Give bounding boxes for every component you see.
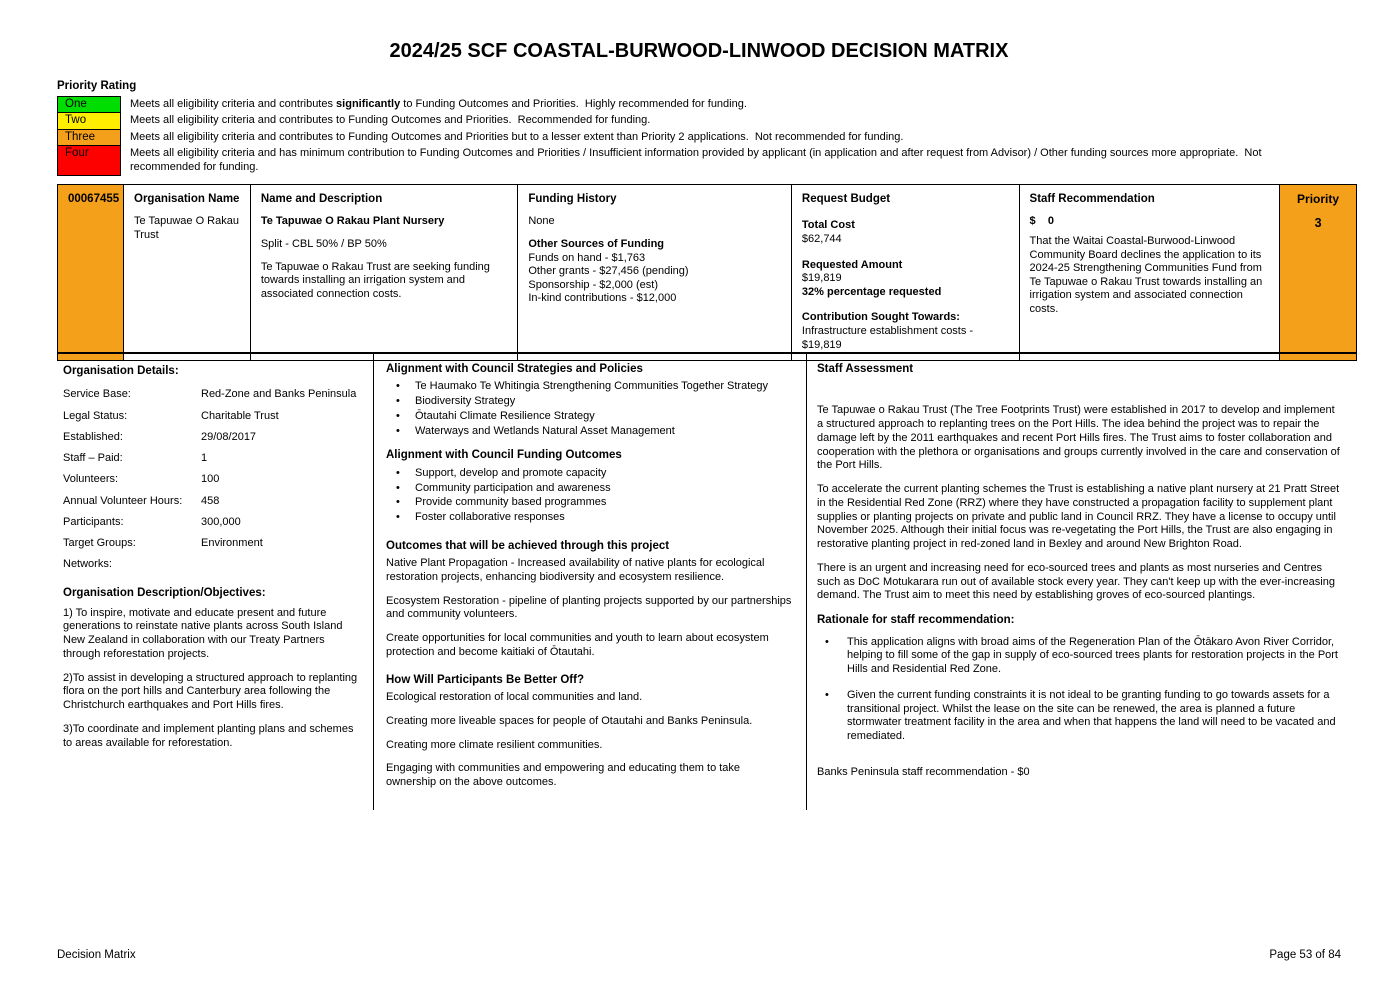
detail-label: Established: [63,430,123,443]
participants-paragraph: Creating more liveable spaces for people of Otautahi and Banks Peninsula. [386,714,753,727]
rationale-text: Given the current funding constraints it is not ideal to be granting funding to go towards assets for a transitional project. Whilst the lease on the site can be renewed, the area is planned a future stormwater treatment facility in the area and when that happens the land will need to be vacated and remediated. [847,688,1336,742]
bullet-icon: • [396,481,400,494]
rationale-bullet [817,689,1341,744]
bullet-icon: • [825,688,829,701]
organisation-details-column [57,354,373,810]
outcome-text: Foster collaborative responses [415,511,565,523]
priority-cell [1279,185,1356,360]
priority-rating-swatch: Two [57,112,121,129]
detail-label: Service Base: [63,388,131,401]
detail-value: 300,000 [201,515,241,528]
funding-history-value: None [528,215,555,228]
rating-text-pre: Meets all eligibility criteria and contributes to Funding Outcomes and Priorities. Recommended for funding. [130,114,651,127]
spacer [817,386,1341,404]
project-outcome-paragraph: Native Plant Propagation - Increased availability of native plants for ecological restoration projects, enhancing biodiversity and ecosystem resilience. [386,557,765,583]
name-description-header: Name and Description [260,193,383,205]
rating-text-pre: Meets all eligibility criteria and contributes [130,98,337,110]
bullet-icon: • [396,511,400,523]
bullet-icon: • [396,380,400,393]
outcome-bullet [386,482,792,496]
strategy-text: Ōtautahi Climate Resilience Strategy [415,409,595,422]
detail-label: Target Groups: [63,537,136,550]
priority-value: 3 [1314,215,1322,230]
funding-outcomes-header: Alignment with Council Funding Outcomes [386,449,622,462]
project-outcomes-header: Outcomes that will be achieved through this project [386,539,670,552]
priority-rating-row [57,129,1341,146]
contribution-label: Contribution Sought Towards: [801,311,960,324]
organisation-detail-row [63,388,361,402]
project-outcome-paragraph: Ecosystem Restoration - pipeline of planting projects supported by our partnerships and community volunteers. [386,594,792,621]
funding-split: Split - CBL 50% / BP 50% [260,237,387,250]
detail-label: Volunteers: [63,473,119,486]
request-budget-header: Request Budget [801,193,891,205]
outcome-text: Community participation and awareness [415,481,611,494]
detail-value: 458 [201,494,220,507]
project-outcomes-paragraphs [386,557,792,660]
description-paragraph: 3)To coordinate and implement planting plans and schemes to areas available for reforestation. [63,722,354,749]
rating-text-bold: significantly [336,98,401,110]
staff-recommendation-cell [1019,185,1280,360]
detail-label: Annual Volunteer Hours: [63,494,183,507]
priority-rating-swatch: Three [57,129,121,146]
participants-paragraph: Ecological restoration of local communities and land. [386,691,643,703]
detail-label: Participants: [63,515,124,528]
contribution-value: Infrastructure establishment costs - $19,819 [801,325,974,351]
assessment-paragraph: Te Tapuwae o Rakau Trust (The Tree Footprints Trust) were established in 2017 to develop and implement a structured approach to replanting trees on the Port Hills. The idea behind the project was to repair the damage left by the 2011 earthquakes and recent Port Hills fires. The Trust aims to foster collaboration and cooperation with the plethora or organisations and groups currently involved in the care and conservation of the Port Hills. [817,404,1340,472]
detail-label: Networks: [63,558,112,571]
priority-rating-description [121,112,1306,129]
rating-text-pre: Meets all eligibility criteria and contributes to Funding Outcomes and Priorities but to a lesser extent than Priority 2 applications. Not recommended for funding. [130,130,904,143]
bp-recommendation: Banks Peninsula staff recommendation - $0 [817,765,1030,778]
priority-rating-row [57,145,1341,177]
strategies-list [386,380,792,438]
priority-rating-swatch: Four [57,145,121,177]
detail-label: Staff – Paid: [63,452,123,465]
other-source-line: Other grants - $27,456 (pending) [528,265,689,278]
participants-paragraphs [386,691,792,790]
organisation-detail-row [63,473,361,487]
request-budget-cell [791,185,1019,360]
staff-recommendation-header: Staff Recommendation [1029,193,1155,205]
organisation-description-paragraphs [63,607,361,751]
detail-value: 29/08/2017 [201,430,257,443]
requested-amount-value: $19,819 [801,272,842,285]
strategies-header: Alignment with Council Strategies and Policies [386,363,643,375]
organisation-detail-row [63,410,361,424]
organisation-detail-row [63,495,361,509]
strategy-text: Te Haumako Te Whitingia Strengthening Communities Together Strategy [415,380,769,393]
organisation-detail-row [63,537,361,551]
priority-rating-legend [57,80,1341,176]
application-table [57,184,1357,361]
priority-rating-row [57,96,1341,113]
bullet-icon: • [396,466,400,479]
strategy-bullet [386,425,792,439]
organisation-detail-row [63,452,361,466]
outcome-text: Provide community based programmes [415,496,607,509]
organisation-name-header: Organisation Name [134,193,240,205]
staff-recommendation-amount: $ 0 [1029,215,1054,228]
bullet-icon: • [396,496,400,509]
priority-rating-description [121,96,1306,113]
other-sources-header: Other Sources of Funding [528,237,665,250]
organisation-details-header: Organisation Details: [63,365,179,377]
outcome-bullet [386,467,792,481]
organisation-detail-row [63,431,361,445]
detail-value: Environment [201,537,263,550]
organisation-details-list [63,388,361,572]
priority-rating-row [57,112,1341,129]
total-cost-label: Total Cost [801,219,855,232]
organisation-detail-row [63,558,361,572]
organisation-description-header: Organisation Description/Objectives: [63,587,266,600]
funding-history-header: Funding History [528,193,617,205]
strategy-bullet [386,395,792,409]
assessment-paragraph: To accelerate the current planting schemes the Trust is establishing a native plant nursery at 21 Pratt Street in the Residential Red Zone (RRZ) where they have constructed a propagation facility to supplement plant supplies or planting projects on private and public land in Council RRZ. They have a license to occupy until November 2025. Although their initial focus was re-vegetating the Port Hills, the Trust are also engaging in restorative planting project in red-zoned land in Bexley and around New Brighton Road. [817,483,1340,551]
strategy-bullet [386,380,792,394]
staff-assessment-paragraphs [817,404,1341,603]
priority-rating-rows [57,96,1341,176]
rationale-list [817,636,1341,744]
description-paragraph: 2)To assist in developing a structured approach to replanting flora on the port hills and Canterbury area following the Christchurch earthquakes and Port Hills fires. [63,671,358,711]
outcome-text: Support, develop and promote capacity [415,466,607,479]
organisation-name-cell [123,185,250,360]
detail-value: Red-Zone and Banks Peninsula [201,388,357,401]
strategy-bullet [386,410,792,424]
strategy-text: Biodiversity Strategy [415,395,516,408]
bullet-icon: • [825,635,829,648]
project-name: Te Tapuwae O Rakau Plant Nursery [260,215,445,228]
strategy-text: Waterways and Wetlands Natural Asset Management [415,424,675,437]
description-paragraph: 1) To inspire, motivate and educate present and future generations to reinstate native plants across South Island New Zealand in collaboration with our Treaty Partners through reforestation projects. [63,606,343,660]
detail-value: Charitable Trust [201,409,279,422]
organisation-detail-row [63,516,361,530]
participants-paragraph: Engaging with communities and empowering and educating them to take ownership on the above outcomes. [386,762,741,788]
bullet-icon: • [396,424,400,437]
priority-rating-label: Priority Rating [57,80,137,92]
detail-label: Legal Status: [63,409,128,422]
alignment-column [373,354,806,810]
requested-amount-label: Requested Amount [801,258,903,271]
footer-document-name: Decision Matrix [57,949,136,961]
other-source-line: Funds on hand - $1,763 [528,251,646,264]
priority-rating-swatch: One [57,96,121,113]
rationale-text: This application aligns with broad aims of the Regeneration Plan of the Ōtākaro Avon River Corridor, helping to fill some of the gap in supply of eco-sourced trees plants for restoration projects in the Port Hills and Residential Red Zone. [847,635,1338,675]
project-outcome-paragraph: Create opportunities for local communities and youth to learn about ecosystem protection and become kaitiaki of Ōtautahi. [386,632,769,658]
name-description-cell [250,185,518,360]
organisation-name-value: Te Tapuwae O Rakau Trust [134,215,239,241]
staff-assessment-header: Staff Assessment [817,363,914,375]
detail-value: 1 [201,452,208,465]
project-description: Te Tapuwae o Rakau Trust are seeking funding towards installing an irrigation system and associated connection costs. [260,260,490,300]
outcome-bullet [386,496,792,510]
bullet-icon: • [396,409,400,422]
rating-text-post: to Funding Outcomes and Priorities. Highly recommended for funding. [400,98,747,110]
priority-rating-description [121,129,1306,146]
footer-page-number: Page 53 of 84 [1269,949,1341,961]
other-source-line: In-kind contributions - $12,000 [528,292,677,305]
funding-history-cell [517,185,791,360]
percentage-requested: 32% percentage requested [801,285,942,298]
rating-text-pre: Meets all eligibility criteria and has minimum contribution to Funding Outcomes and Priorities / Insufficient information provided by applicant (in application and after request from Advisor) / Other funding sources more appropriate. Not recommended for funding. [130,146,1265,174]
assessment-paragraph: There is an urgent and increasing need for eco-sourced trees and plants as most nurseries and Centres such as DoC Motukarara run out of available stock every year. They can't keep up with the ever-increasing demand. The Trust aim to meet this need by establishing groves of eco-sourced plantings. [817,561,1335,602]
bullet-icon: • [396,395,400,408]
staff-assessment-column [806,354,1357,810]
other-sources-list [528,252,781,307]
rationale-bullet [817,636,1341,677]
participants-paragraph: Creating more climate resilient communities. [386,738,603,751]
funding-outcomes-list [386,467,792,525]
priority-header: Priority [1297,192,1340,206]
outcome-bullet [386,511,792,525]
detail-value: 100 [201,473,220,486]
page-title: 2024/25 SCF COASTAL-BURWOOD-LINWOOD DECISION MATRIX [389,40,1009,62]
details-section [57,352,1357,810]
rationale-header: Rationale for staff recommendation: [817,614,1015,627]
participants-header: How Will Participants Be Better Off? [386,673,584,686]
priority-rating-description [121,145,1306,177]
staff-recommendation-text: That the Waitai Coastal-Burwood-Linwood Community Board declines the application to its 2024-25 Strengthening Communities Fund from Te Tapuwae o Rakau Trust towards installing an irrigation system and associated connection costs. [1029,234,1263,315]
other-source-line: Sponsorship - $2,000 (est) [528,278,658,291]
total-cost-value: $62,744 [801,232,842,245]
detail-value [201,558,361,572]
application-id-cell: 00067455 [58,185,123,360]
